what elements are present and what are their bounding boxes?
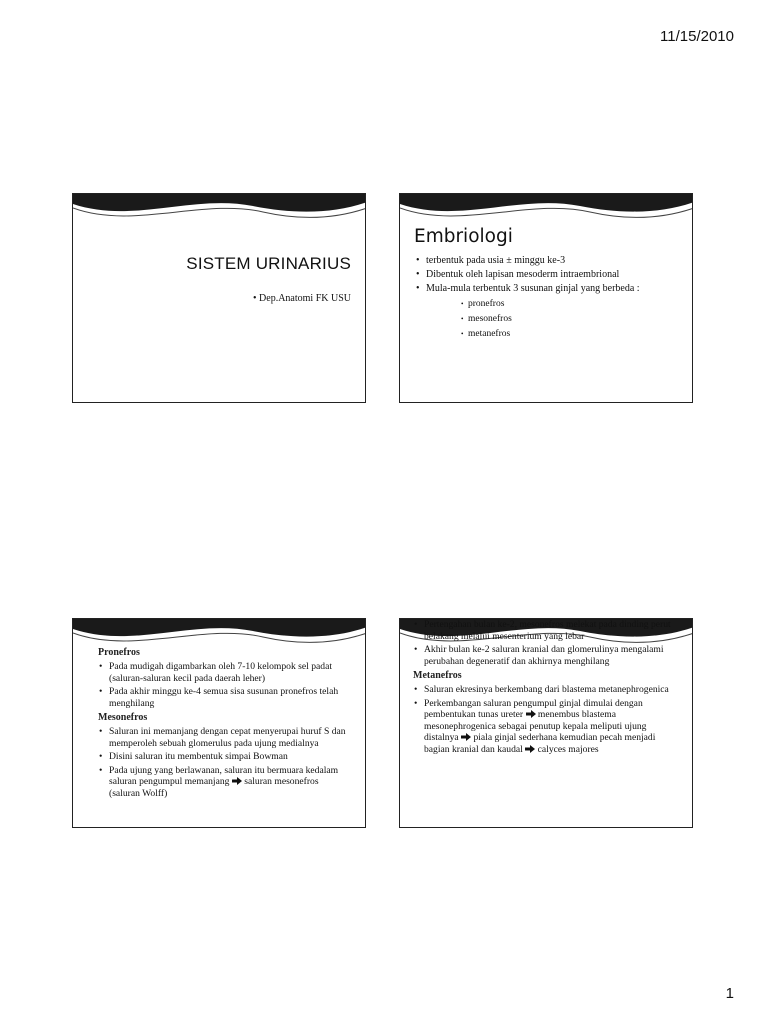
slide-2-bullets	[415, 255, 680, 342]
author-text: Dep.Anatomi FK USU	[259, 293, 351, 304]
list-item	[415, 283, 680, 342]
list-item: • Pada akhir minggu ke-4 semua sisa susunan pronefros telah menghilang	[98, 686, 351, 709]
slide-1-title	[72, 193, 366, 403]
arrow-right-icon	[526, 710, 536, 718]
list-item: • Disini saluran itu membentuk simpai Bowman	[98, 751, 351, 763]
arrow-right-icon	[525, 745, 535, 753]
mesonefros-bullets	[98, 726, 351, 799]
slide-3-body	[98, 646, 351, 801]
list-item-text: Mula-mula terbentuk 3 susunan ginjal yang berbeda :	[426, 283, 640, 294]
slide-1-author	[253, 293, 351, 304]
slide-4-body	[413, 619, 678, 757]
slide-2-embriologi	[399, 193, 693, 403]
list-item: • Pada mudigah digambarkan oleh 7-10 kelompok sel padat (saluran-saluran kecil pada daerah leher)	[98, 661, 351, 684]
arrow-right-icon	[461, 733, 471, 741]
list-item-text: Pada ujung yang berlawanan, saluran itu bermuara kedalam saluran pengumpul memanjang	[109, 764, 339, 787]
list-item-text: saluran mesonefros (saluran Wolff)	[109, 776, 319, 799]
metanefros-heading: Metanefros	[413, 670, 462, 681]
list-item-text: calyces majores	[537, 743, 599, 755]
list-item	[413, 698, 678, 756]
list-item	[98, 765, 351, 800]
slide-2-sub-bullets	[426, 297, 680, 342]
list-item: • Saluran ini memanjang dengan cepat menyerupai huruf S dan memperoleh sebuah glomerulus pada ujung medialnya	[98, 726, 351, 749]
list-item: • Akhir bulan ke-2 saluran kranial dan glomerulinya mengalami perubahan degeneratif dan akhirnya menghilang	[413, 644, 678, 667]
sub-list-item: • pronefros	[461, 297, 680, 312]
mesonefros-heading: Mesonefros	[98, 712, 148, 723]
page-number: 1	[725, 985, 734, 1002]
list-item: • terbentuk pada usia ± minggu ke-3	[415, 255, 680, 267]
slide-2-heading: Embriologi	[414, 226, 513, 247]
list-item: • Pertengahan bulan ke-2, mesonefros melekat pada dinding perut belakang melalui mesenterium yang lebar	[413, 619, 678, 642]
bullet-marker: •	[253, 293, 260, 304]
list-item: • Dibentuk oleh lapisan mesoderm intraembrional	[415, 269, 680, 281]
pronefros-bullets	[98, 661, 351, 709]
list-item-text: Perkembangan saluran pengumpul ginjal dimulai dengan pembentukan tunas ureter	[424, 697, 643, 720]
list-item-text: menembus blastema mesonephrogenica sebagai penutup kepala meliputi ujung distalnya	[424, 709, 647, 743]
print-date: 11/15/2010	[660, 28, 734, 45]
list-item-text: piala ginjal sederhana kemudian pecah menjadi bagian kranial dan kaudal	[424, 732, 656, 755]
arrow-right-icon	[232, 777, 242, 785]
list-item: • Saluran ekresinya berkembang dari blastema metanephrogenica	[413, 684, 678, 696]
slide-1-title-text: SISTEM URINARIUS	[186, 254, 351, 273]
slide-2-body	[415, 255, 680, 344]
sub-list-item: • mesonefros	[461, 312, 680, 327]
slide-4-bullets	[413, 619, 678, 667]
metanefros-bullets	[413, 684, 678, 755]
slide-wave-decoration	[73, 194, 366, 236]
pronefros-heading: Pronefros	[98, 647, 140, 658]
sub-list-item: • metanefros	[461, 327, 680, 342]
slide-4-metanefros	[399, 618, 693, 828]
slide-3-pronefros-mesonefros	[72, 618, 366, 828]
